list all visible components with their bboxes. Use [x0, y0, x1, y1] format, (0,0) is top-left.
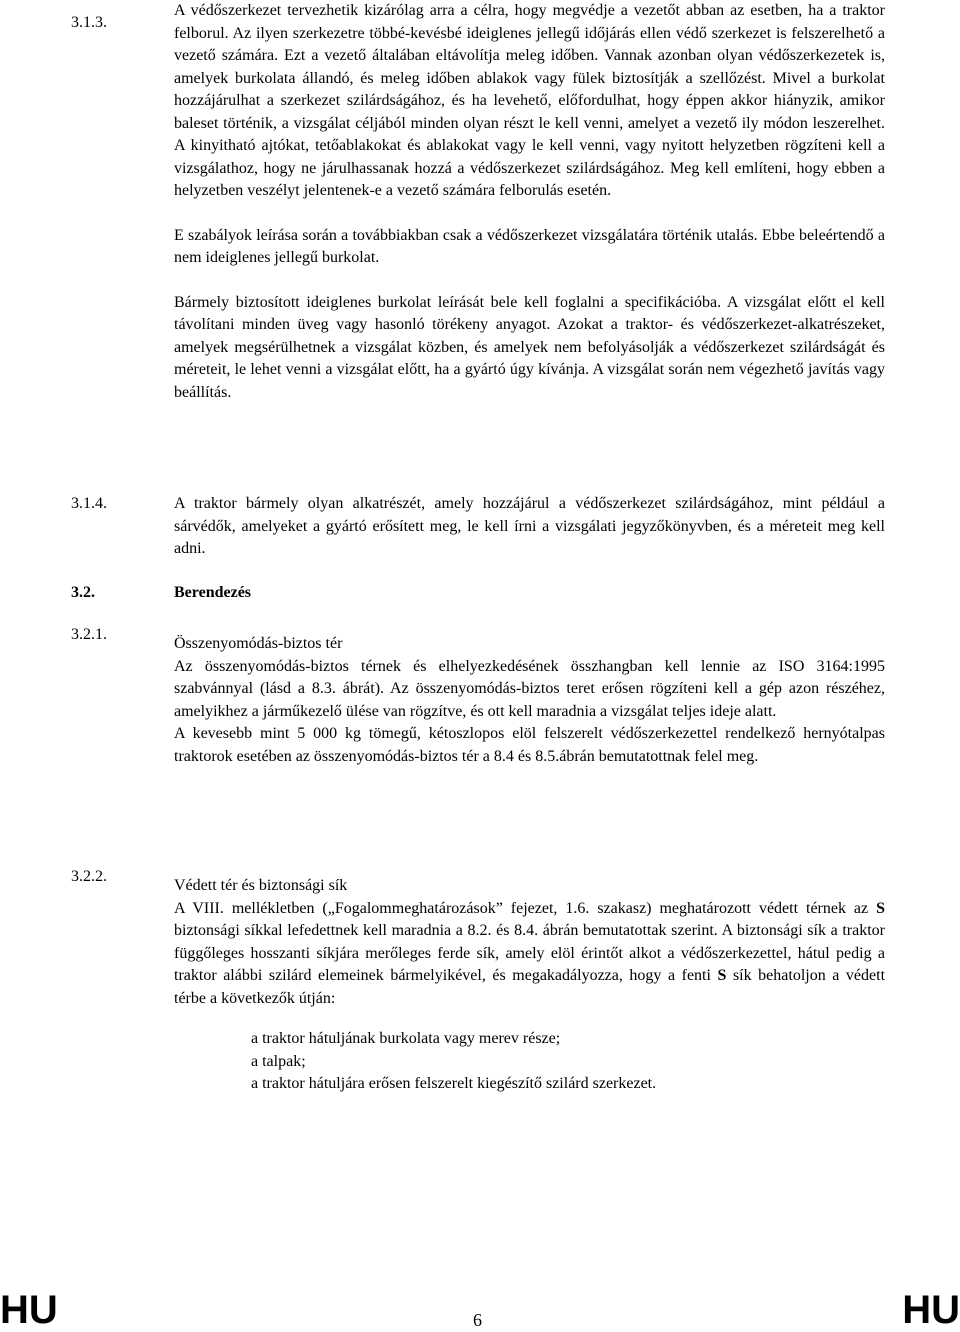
- paragraph: A VIII. mellékletben („Fogalommeghatározások” fejezet, 1.6. szakasz) meghatározott védett térnek az S biztonsági síkkal lefedettnek kell maradnia a 8.2. és 8.4. ábrán bemutatottak szerint. A biztonsági sík a traktor függőleges hosszanti síkjára merőleges ferde sík, amely elöl érintőt alkot a védőszerkezettel, hátul pedig a traktor alábbi szilárd elemeinek bármelyikével, és megakadályozza, hogy a fenti S sík behatoljon a védett térbe a következők útján:: [174, 899, 886, 1007]
- section-number: 3.2.: [71, 584, 95, 601]
- list-item: a traktor hátuljára erősen felszerelt kiegészítő szilárd szerkezet.: [251, 1075, 657, 1092]
- paragraph: Az összenyomódás-biztos térnek és elhelyezkedésének összhangban kell lennie az ISO 3164:1995 szabvánnyal (lásd a 8.3. ábrát). Az összenyomódás-biztos teret erősen rögzíteni kell a gép azon részéhez, amelyikhez a járműkezelő ülése van rögzítve, és ott kell maradnia a vizsgálat teljes ideje alatt.: [174, 657, 885, 720]
- section-number: 3.2.1.: [71, 626, 107, 643]
- section-number: 3.2.2.: [71, 868, 107, 885]
- page-number: 6: [473, 1310, 482, 1330]
- section-3-2-2: [71, 866, 885, 1096]
- list-item: a traktor hátuljának burkolata vagy merev része;: [251, 1030, 561, 1047]
- list: [251, 1028, 885, 1096]
- language-code-right: HU: [902, 1288, 960, 1332]
- section-number: 3.1.3.: [71, 14, 107, 31]
- section-3-1-3: [71, 0, 885, 404]
- language-code-left: HU: [0, 1288, 58, 1332]
- subsection-title: Összenyomódás-biztos tér: [174, 635, 343, 652]
- section-3-2: [71, 582, 885, 605]
- paragraph: A védőszerkezet tervezhetik kizárólag arra a célra, hogy megvédje a vezetőt abban az esetben, ha a traktor felborul. Az ilyen szerkezetre többé-kevésbé ideiglenes jellegű időjárás ellen védő szerkezet is felszerelhető a vezető számára. Ezt a vezető általában eltávolítja meleg időben. Vannak azonban olyan védőszerkezetek is, amelyek burkolata állandó, és meleg időben ablakok vagy fülek biztosítják a szellőzést. Mivel a burkolat hozzájárulhat a szerkezet szilárdságához, és ha levehető, előfordulhat, hogy éppen akkor hiányzik, amikor baleset történik, a vizsgálat céljából minden olyan részt le kell venni, amelyet a vezető ily módon leszerelhet. A kinyitható ajtókat, tetőablakokat és ablakokat vagy le kell venni, vagy nyitott helyzetben rögzíteni kell a vizsgálathoz, hogy ne járulhassanak hozzá a védőszerkezet szilárdságához. Meg kell említeni, hogy ebben a helyzetben veszélyt jelentenek-e a vezető számára felborulás esetén.: [174, 2, 885, 199]
- paragraph: A traktor bármely olyan alkatrészét, amely hozzájárul a védőszerkezet szilárdságához, mint például a sárvédők, amelyeket a gyártó erősített meg, le kell írni a vizsgálati jegyzőkönyvben, és a méreteit meg kell adni.: [174, 495, 885, 557]
- paragraph: A kevesebb mint 5 000 kg tömegű, kétoszlopos elöl felszerelt védőszerkezettel rendelkező hernyótalpas traktorok esetében az összenyomódás-biztos tér a 8.4 és 8.5.ábrán bemutatottnak felel meg.: [174, 725, 885, 765]
- section-heading: Berendezés: [174, 584, 252, 601]
- page-footer: [0, 1290, 960, 1330]
- paragraph: E szabályok leírása során a továbbiakban csak a védőszerkezet vizsgálatára történik utalás. Ebbe beleértendő a nem ideiglenes jellegű burkolat.: [174, 226, 885, 266]
- subsection-title: Védett tér és biztonsági sík: [174, 877, 348, 894]
- s-plane-symbol: S: [876, 899, 885, 917]
- paragraph: Bármely biztosított ideiglenes burkolat leírását bele kell foglalni a specifikációba. A vizsgálat előtt el kell távolítani minden üveg vagy hasonló törékeny anyagot. Azokat a traktor- és védőszerkezet-alkatrészeket, amelyek megsérülhetnek a vizsgálat közben, és amelyek nem befolyásolják a védőszerkezet szilárdságát és méreteit, le lehet venni a vizsgálat előtt, ha a gyártó úgy kívánja. A vizsgálat során nem végezhető javítás vagy beállítás.: [174, 293, 885, 401]
- section-number: 3.1.4.: [71, 495, 107, 512]
- list-item: a talpak;: [251, 1052, 306, 1070]
- section-3-1-4: [71, 493, 885, 561]
- s-plane-symbol: S: [717, 967, 727, 984]
- section-3-2-1: [71, 624, 885, 768]
